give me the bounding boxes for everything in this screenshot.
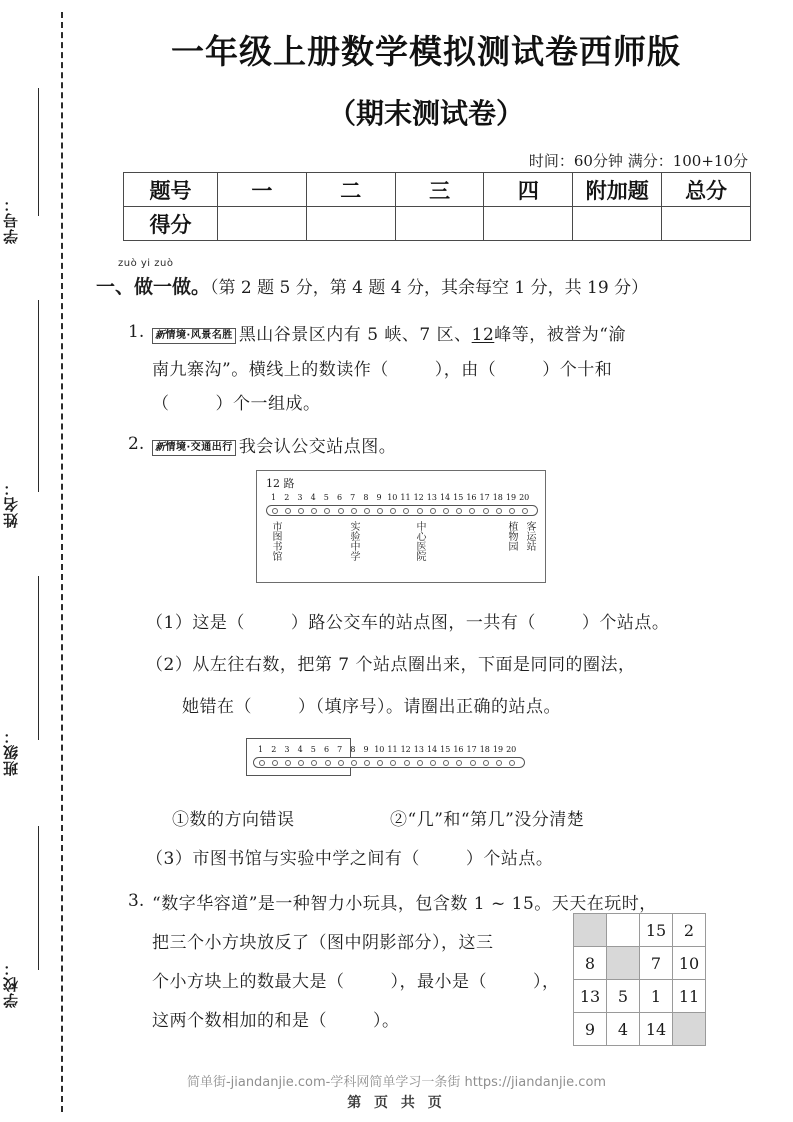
puzzle-cell: 2 [673,914,706,947]
bus-station-label-3: 中心医院 [414,521,425,561]
table-row [124,173,751,207]
question-2-option-1[interactable]: ①数的方向错误 [172,810,295,830]
page-title: 一年级上册数学模拟测试卷西师版 [171,32,681,71]
bus-stop-dot[interactable] [479,508,492,514]
bus-stop-number: 18 [479,745,490,754]
bus-stop-number: 17 [466,745,477,754]
bus-station-label-1: 市图书馆 [270,521,281,561]
puzzle-cell: 7 [640,947,673,980]
question-2-number: 2. [128,434,145,454]
question-1-text-a: 黑山谷景区内有 5 峡、7 区、 [238,325,472,345]
q3-text-d: 这两个数相加的和是（ [152,1011,327,1031]
bus-stop-number: 4 [297,745,303,754]
bus-stop-number: 10 [387,493,398,502]
score-table-row-label-2: 得分 [124,207,218,241]
bus-stop-dot[interactable] [387,508,400,514]
bus-stop-dot[interactable] [281,508,294,514]
context-tag-scenic [152,328,236,344]
question-2-sub-3 [146,844,553,869]
bus-stop-number: 1 [271,493,277,502]
footer-watermark: 简单街-jiandanjie.com-学科网简单学习一条街 https://jiandanjie.com [186,1075,607,1090]
bus-stop-dot[interactable] [453,760,466,766]
sidebar-rule-2 [38,300,39,492]
score-table-row-label-1: 题号 [124,173,218,207]
puzzle-cell-shaded [673,1013,706,1046]
bus-stop-dot[interactable] [439,508,452,514]
bus-station-label-5: 客运站 [524,521,535,551]
question-3-line-4 [152,1006,400,1031]
question-2-text: 我会认公交站点图。 [238,437,397,457]
sub-2-text-b: ）（填序号）。请圈出正确的站点。 [298,697,561,717]
puzzle-cell: 4 [607,1013,640,1046]
bus-stop-number: 8 [363,493,369,502]
question-2-line-1 [152,432,396,457]
sub-2-text-a: 她错在（ [182,697,252,717]
score-table-col-4: 四 [484,173,573,207]
sub-1-text-b: ）路公交车的站点图，一共有（ [290,613,536,633]
puzzle-cell [607,914,640,947]
bus-stop-dot[interactable] [308,508,321,514]
question-1-text-c: 南九寨沟”。横线上的数读作（ [152,360,389,380]
puzzle-cell: 10 [673,947,706,980]
bus-route-label: 12 路 [266,477,295,490]
question-2-sub-2-line-1: （2）从左往右数，把第 7 个站点圈出来，下面是同同的圈法， [146,655,636,675]
bus-stop-dot[interactable] [426,508,439,514]
bus-stop-dot[interactable] [268,508,281,514]
bus-stop-dot[interactable] [400,760,413,766]
bus-stop-dot[interactable] [321,508,334,514]
q3-text-c: ）， [533,972,560,992]
bus-stop-track-small [253,757,525,768]
sub-1-text-a: （1）这是（ [146,613,245,633]
bus-stop-number: 10 [374,745,385,754]
bus-stop-dot[interactable] [466,760,479,766]
puzzle-cell: 11 [673,980,706,1013]
bus-stop-number: 17 [479,493,490,502]
bus-stop-number: 16 [453,745,464,754]
question-1-text-b: 峰等，被誉为“渝 [494,325,626,345]
bus-stop-number: 2 [284,493,290,502]
bus-stop-dot[interactable] [426,760,439,766]
question-1-text-e: ）个十和 [542,360,613,380]
bus-stop-number: 16 [466,493,477,502]
score-cell-4[interactable] [484,207,573,241]
sub-3-text-a: （3）市图书馆与实验中学之间有（ [146,849,420,869]
question-1-text-g: ）个一组成。 [215,394,321,414]
score-cell-6[interactable] [662,207,751,241]
q3-text-b: ），最小是（ [390,972,487,992]
bus-stop-number: 19 [505,493,517,502]
bus-stop-dot[interactable] [268,760,281,766]
exam-meta: 时间：60分钟 满分：100+10分 [528,152,748,170]
bus-stop-number: 7 [350,493,356,502]
sidebar-label-school: 学校： [2,960,20,1008]
puzzle-cell-shaded [574,914,607,947]
bus-stop-number: 3 [284,745,290,754]
question-1-underlined-number: 12 [471,325,495,345]
bus-stop-dot[interactable] [400,508,413,514]
table-row [574,947,706,980]
section-1-pinyin: zuò yi zuò [118,258,174,269]
fold-dashed-line [61,12,63,1112]
score-table-col-2: 二 [306,173,395,207]
left-margin-sidebar [0,0,96,1122]
huarongdao-puzzle-grid [573,913,706,1046]
bus-stop-number: 20 [519,493,530,502]
score-table-col-3: 三 [395,173,484,207]
page-subtitle: （期末测试卷） [327,97,524,130]
q3-text-a: 个小方块上的数最大是（ [152,972,345,992]
bus-stop-number: 5 [310,745,316,754]
question-1-line-3 [152,389,321,414]
bus-stop-dot[interactable] [506,760,519,766]
context-tag-new: 新 [155,442,166,453]
puzzle-cell: 1 [640,980,673,1013]
score-cell-3[interactable] [395,207,484,241]
bus-station-label-4: 植物园 [506,521,517,551]
bus-stop-dot[interactable] [334,760,347,766]
puzzle-cell: 9 [574,1013,607,1046]
puzzle-cell: 14 [640,1013,673,1046]
question-1-number: 1. [128,322,145,342]
bus-stop-dot[interactable] [321,760,334,766]
bus-stop-dot[interactable] [453,508,466,514]
bus-stop-number: 4 [310,493,316,502]
score-table-col-1: 一 [218,173,307,207]
bus-stop-dot[interactable] [505,508,518,514]
question-1-text-f: （ [152,394,170,414]
context-tag-label: 情境·交通出行 [165,442,233,453]
context-tag-label: 情境·风景名胜 [165,330,233,341]
question-1-text-d: ），由（ [434,360,497,380]
bus-stop-number: 1 [258,745,264,754]
question-3-line-2: 把三个小方块放反了（图中阴影部分），这三 [152,933,494,953]
bus-stop-dot[interactable] [374,760,387,766]
bus-stop-number: 13 [413,745,424,754]
section-1-title: 一、做一做。 [96,276,211,298]
bus-stop-dot[interactable] [492,508,505,514]
question-1-line-1 [152,320,626,345]
table-row [574,980,706,1013]
bus-stop-dot[interactable] [413,508,426,514]
bus-stop-numbers-small [254,745,518,754]
bus-stop-dot[interactable] [519,508,532,514]
puzzle-cell-shaded [607,947,640,980]
bus-stop-track [266,505,538,516]
bus-stop-dot[interactable] [413,760,426,766]
bus-stop-number: 9 [363,745,369,754]
bus-stop-dot[interactable] [294,508,307,514]
puzzle-cell: 15 [640,914,673,947]
bus-stop-number: 15 [453,493,464,502]
bus-stop-number: 14 [439,493,451,502]
bus-route-diagram-small [246,738,536,776]
bus-station-label-2: 实验中学 [348,521,359,561]
bus-stop-dot[interactable] [347,760,360,766]
bus-stop-number: 11 [400,493,411,502]
question-3-line-1: “数字华容道”是一种智力小玩具，包含数 1 ~ 15。天天在玩时， [152,894,657,914]
bus-stop-numbers [267,493,531,502]
table-row [574,1013,706,1046]
bus-stop-number: 8 [350,745,356,754]
section-1-heading [96,258,649,299]
table-row [574,914,706,947]
bus-stop-number: 18 [492,493,503,502]
score-table-col-6: 总分 [662,173,751,207]
bus-stop-number: 9 [376,493,382,502]
q3-text-e: ）。 [373,1011,400,1031]
score-cell-2[interactable] [306,207,395,241]
bus-stop-number: 15 [440,745,451,754]
sidebar-label-student-id: 学号： [2,196,20,244]
bus-stop-number: 3 [297,493,303,502]
context-tag-new: 新 [155,330,166,341]
bus-stop-dot[interactable] [466,508,479,514]
score-table-col-5: 附加题 [573,173,662,207]
puzzle-cell: 5 [607,980,640,1013]
sub-1-text-c: ）个站点。 [581,613,670,633]
bus-stop-number: 20 [506,745,517,754]
bus-stop-number: 7 [337,745,343,754]
bus-stop-number: 13 [426,493,437,502]
bus-stop-dot[interactable] [387,760,400,766]
question-3-number: 3. [128,891,145,911]
bus-stop-dot[interactable] [295,760,308,766]
sidebar-label-name: 姓名： [2,480,20,528]
bus-stop-number: 12 [400,745,411,754]
bus-stop-number: 2 [271,745,277,754]
bus-stop-dot[interactable] [308,760,321,766]
bus-stop-dot[interactable] [479,760,492,766]
context-tag-transport [152,440,236,456]
table-row [124,207,751,241]
bus-stop-dot[interactable] [492,760,505,766]
bus-route-diagram [256,470,546,583]
bus-stop-dot[interactable] [361,760,374,766]
question-3-line-3 [152,967,560,992]
puzzle-cell: 8 [574,947,607,980]
bus-stop-dot[interactable] [334,508,347,514]
sidebar-label-class: 班级： [2,728,20,776]
sub-3-text-b: ）个站点。 [465,849,554,869]
question-2-sub-2-line-2 [182,692,561,717]
question-1-line-2 [152,355,612,380]
footer-page-number: 第 页 共 页 [347,1095,446,1111]
score-cell-1[interactable] [218,207,307,241]
bus-stop-number: 14 [426,745,438,754]
question-2-sub-1 [146,608,669,633]
bus-stop-number: 11 [387,745,398,754]
section-1-score-note: （第 2 题 5 分，第 4 题 4 分，其余每空 1 分，共 19 分） [210,278,649,298]
bus-stop-number: 5 [323,493,329,502]
score-cell-5[interactable] [573,207,662,241]
sidebar-rule-3 [38,576,39,740]
question-2-option-2[interactable]: ②“几”和“第几”没分清楚 [390,810,585,830]
bus-stop-dot[interactable] [440,760,453,766]
bus-stop-dot[interactable] [281,760,294,766]
bus-stop-dot[interactable] [374,508,387,514]
bus-stop-dot[interactable] [347,508,360,514]
bus-stop-dot[interactable] [360,508,373,514]
bus-stop-number: 19 [492,745,504,754]
bus-stop-number: 6 [323,745,330,754]
bus-stop-number: 12 [413,493,424,502]
puzzle-cell: 13 [574,980,607,1013]
sidebar-rule-4 [38,826,39,970]
score-table [123,172,751,241]
bus-stop-dot[interactable] [255,760,268,766]
bus-stop-number: 6 [336,493,343,502]
